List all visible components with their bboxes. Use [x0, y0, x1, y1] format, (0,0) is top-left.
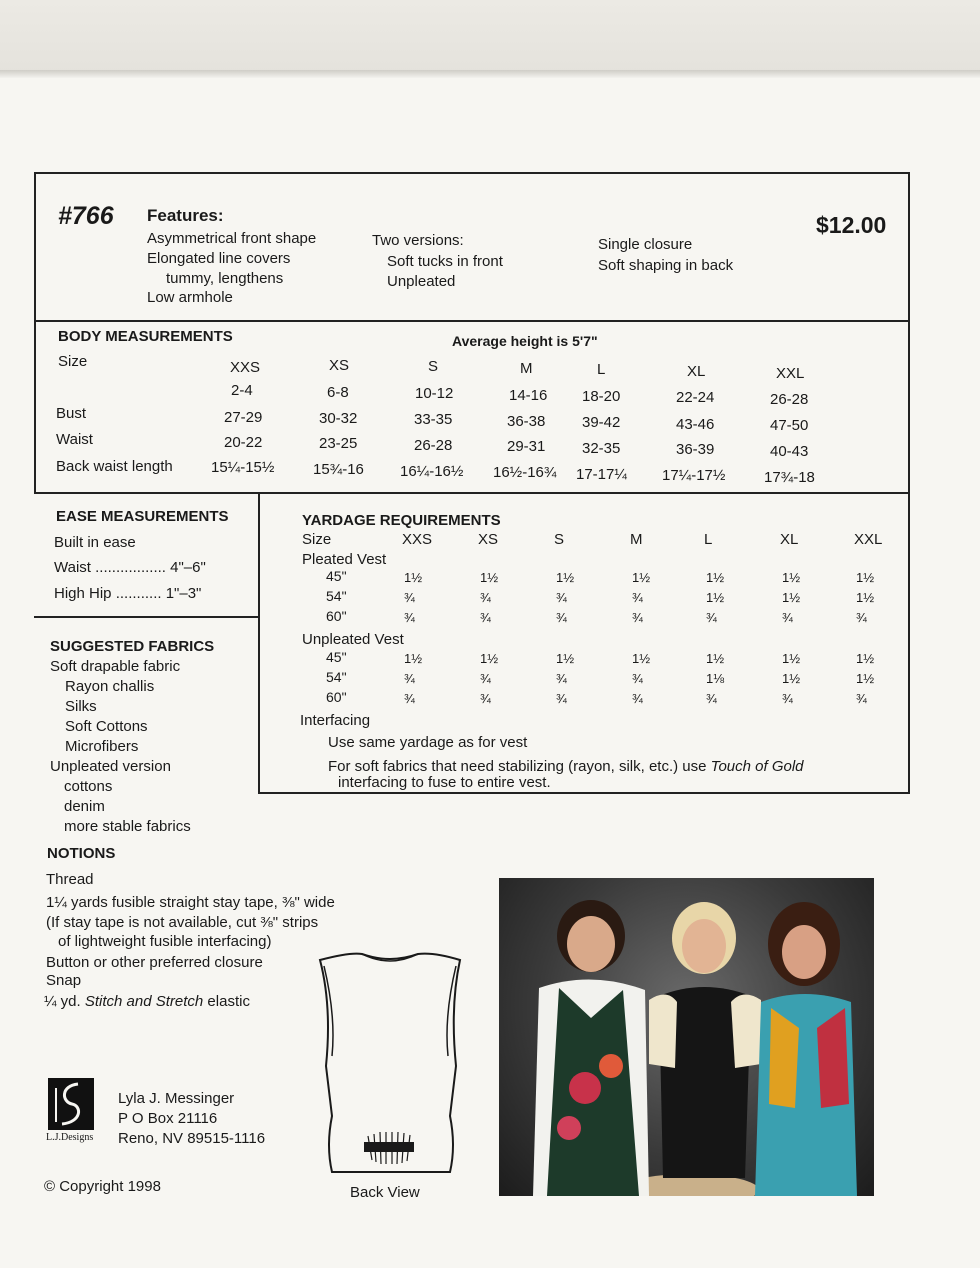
- notion-3: (If stay tape is not available, cut ⅜" strips: [46, 914, 319, 931]
- pleated-cell: 1½: [706, 590, 725, 605]
- fabric-8: denim: [64, 798, 105, 815]
- bust-l: 39-42: [582, 414, 621, 431]
- feature-closure: Single closure: [598, 236, 693, 253]
- yardage-size-label: Size: [302, 531, 332, 548]
- touch-of-gold: Touch of Gold: [710, 758, 804, 775]
- waist-xl: 36-39: [676, 441, 715, 458]
- rule-yardage-bottom: [258, 792, 910, 794]
- yardage-title: YARDAGE REQUIREMENTS: [302, 512, 501, 529]
- interfacing-line-2: [328, 758, 804, 775]
- ease-hip: High Hip ........... 1"–3": [54, 585, 202, 602]
- rule-left-header: [34, 172, 36, 320]
- ease-title: EASE MEASUREMENTS: [56, 508, 229, 525]
- feature-unpleated: Unpleated: [387, 273, 456, 290]
- size-s: S: [428, 358, 439, 375]
- pattern-number: #766: [58, 202, 114, 230]
- pleated-cell: 1½: [782, 570, 801, 585]
- waist-s: 26-28: [414, 437, 453, 454]
- row-label-back-waist: Back waist length: [56, 458, 173, 475]
- feature-2: Elongated line covers: [147, 250, 291, 267]
- notion-1: Thread: [46, 871, 94, 888]
- pleated-cell: 1½: [856, 570, 875, 585]
- rule-left-body: [34, 320, 36, 492]
- waist-l: 32-35: [582, 440, 621, 457]
- size-m: M: [520, 360, 533, 377]
- unpleated-cell: 1½: [782, 651, 801, 666]
- bust-xxs: 27-29: [224, 409, 263, 426]
- row-label-waist: Waist: [56, 431, 93, 448]
- stitch-and-stretch: Stitch and Stretch: [84, 993, 204, 1010]
- rule-yardage-left: [258, 492, 260, 794]
- rule-ease-bottom: [34, 616, 258, 618]
- fabrics-title: SUGGESTED FABRICS: [50, 638, 215, 655]
- unpleated-cell: ¾: [404, 671, 415, 686]
- pleated-width-2: 60": [326, 608, 347, 624]
- row-label-bust: Bust: [56, 405, 87, 422]
- interfacing-line-2-text: For soft fabrics that need stabilizing (rayon, silk, etc.) use: [328, 758, 711, 775]
- waist-xxs: 20-22: [224, 434, 263, 451]
- feature-shaping: Soft shaping in back: [598, 257, 734, 274]
- pleated-cell: 1½: [706, 570, 725, 585]
- back-xs: 15¾-16: [313, 461, 364, 478]
- feature-4: Low armhole: [147, 289, 233, 306]
- unpleated-cell: 1½: [856, 671, 875, 686]
- pleated-label: Pleated Vest: [302, 551, 387, 568]
- yardage-size-xs: XS: [478, 531, 499, 548]
- fabric-2: Rayon challis: [65, 678, 155, 695]
- back-m: 16½-16¾: [493, 464, 557, 481]
- unpleated-cell: ¾: [556, 691, 567, 706]
- interfacing-line-1: Use same yardage as for vest: [328, 734, 528, 751]
- unpleated-cell: ¾: [632, 691, 643, 706]
- unpleated-label: Unpleated Vest: [302, 631, 404, 648]
- unpleated-cell: ¾: [782, 691, 793, 706]
- back-xl: 17¼-17½: [662, 467, 726, 484]
- row-label-size: Size: [58, 353, 88, 370]
- unpleated-cell: ¾: [480, 691, 491, 706]
- notion-elastic-end: elastic: [203, 993, 250, 1010]
- notion-6: Snap: [46, 972, 82, 989]
- back-view-label: Back View: [350, 1184, 420, 1201]
- fabric-7: cottons: [64, 778, 113, 795]
- fabric-4: Soft Cottons: [65, 718, 148, 735]
- pleated-cell: 1½: [556, 570, 575, 585]
- number-s: 10-12: [415, 385, 454, 402]
- feature-tucks: Soft tucks in front: [387, 253, 503, 270]
- fabric-1: Soft drapable fabric: [50, 658, 181, 675]
- unpleated-cell: 1½: [856, 651, 875, 666]
- feature-1: Asymmetrical front shape: [147, 230, 317, 247]
- features-label: Features:: [147, 206, 224, 225]
- flap-shadow: [0, 70, 980, 78]
- yardage-size-s: S: [554, 531, 565, 548]
- size-xl: XL: [687, 363, 706, 380]
- notions-title: NOTIONS: [47, 845, 116, 862]
- waist-m: 29-31: [507, 438, 546, 455]
- notion-5: Button or other preferred closure: [46, 954, 263, 971]
- unpleated-width-1: 54": [326, 669, 347, 685]
- envelope-flap: [0, 0, 980, 75]
- height-note: Average height is 5'7": [452, 333, 598, 349]
- designer-city: Reno, NV 89515-1116: [118, 1130, 266, 1147]
- waist-xs: 23-25: [319, 435, 358, 452]
- yardage-size-xxl: XXL: [854, 531, 883, 548]
- bust-xxl: 47-50: [770, 417, 809, 434]
- rule-top: [34, 172, 910, 174]
- bust-m: 36-38: [507, 413, 546, 430]
- unpleated-cell: 1½: [706, 651, 725, 666]
- pleated-cell: ¾: [480, 610, 491, 625]
- ease-built: Built in ease: [54, 534, 136, 551]
- unpleated-cell: ¾: [856, 691, 867, 706]
- pleated-cell: ¾: [632, 590, 643, 605]
- pleated-cell: ¾: [782, 610, 793, 625]
- pleated-cell: 1½: [856, 590, 875, 605]
- pleated-cell: 1½: [782, 590, 801, 605]
- body-measurements-title: BODY MEASUREMENTS: [58, 328, 233, 345]
- pleated-cell: ¾: [556, 590, 567, 605]
- logo-caption: L.J.Designs: [46, 1132, 94, 1143]
- unpleated-cell: ¾: [404, 691, 415, 706]
- pleated-cell: 1½: [404, 570, 423, 585]
- pleated-cell: ¾: [632, 610, 643, 625]
- back-xxl: 17¾-18: [764, 469, 815, 486]
- unpleated-cell: ¾: [556, 671, 567, 686]
- rule-body-bottom: [34, 492, 910, 494]
- interfacing-label: Interfacing: [300, 712, 371, 729]
- rule-header-bottom: [34, 320, 910, 322]
- unpleated-cell: ¾: [480, 671, 491, 686]
- ease-waist: Waist ................. 4"–6": [54, 559, 206, 576]
- pleated-cell: 1½: [480, 570, 499, 585]
- back-s: 16¼-16½: [400, 463, 464, 480]
- models-photo: [499, 878, 874, 1196]
- unpleated-cell: 1½: [404, 651, 423, 666]
- unpleated-cell: 1½: [782, 671, 801, 686]
- back-l: 17-17¼: [576, 466, 627, 483]
- yardage-size-l: L: [704, 531, 713, 548]
- unpleated-width-2: 60": [326, 689, 347, 705]
- feature-versions: Two versions:: [372, 232, 464, 249]
- number-m: 14-16: [509, 387, 548, 404]
- fabric-3: Silks: [65, 698, 97, 715]
- unpleated-cell: 1⅛: [706, 671, 725, 686]
- bust-s: 33-35: [414, 411, 453, 428]
- unpleated-cell: 1½: [632, 651, 651, 666]
- rule-right: [908, 172, 910, 792]
- fabric-9: more stable fabrics: [64, 818, 191, 835]
- pleated-cell: ¾: [404, 610, 415, 625]
- unpleated-width-0: 45": [326, 649, 347, 665]
- number-xxs: 2-4: [231, 382, 253, 399]
- notion-2: 1¼ yards fusible straight stay tape, ⅜" wide: [46, 894, 335, 911]
- yardage-size-xxs: XXS: [402, 531, 433, 548]
- notion-elastic-qty: ¼ yd.: [44, 993, 85, 1010]
- fabric-5: Microfibers: [65, 738, 139, 755]
- notion-4: of lightweight fusible interfacing): [58, 933, 272, 950]
- pleated-width-0: 45": [326, 568, 347, 584]
- interfacing-line-3: interfacing to fuse to entire vest.: [338, 774, 551, 791]
- designer-name: Lyla J. Messinger: [118, 1090, 235, 1107]
- notion-elastic: [44, 993, 250, 1010]
- price: $12.00: [816, 212, 887, 238]
- number-xl: 22-24: [676, 389, 715, 406]
- yardage-size-m: M: [630, 531, 643, 548]
- number-l: 18-20: [582, 388, 621, 405]
- fabric-6: Unpleated version: [50, 758, 171, 775]
- unpleated-cell: ¾: [706, 691, 717, 706]
- size-xxl: XXL: [776, 365, 805, 382]
- number-xs: 6-8: [327, 384, 349, 401]
- size-l: L: [597, 361, 606, 378]
- copyright: © Copyright 1998: [44, 1178, 161, 1195]
- pleated-width-1: 54": [326, 588, 347, 604]
- pleated-cell: ¾: [480, 590, 491, 605]
- size-xxs: XXS: [230, 359, 261, 376]
- waist-xxl: 40-43: [770, 443, 809, 460]
- back-view-drawing: [310, 946, 470, 1178]
- bust-xs: 30-32: [319, 410, 358, 427]
- lj-designs-logo: [48, 1078, 94, 1130]
- yardage-size-xl: XL: [780, 531, 799, 548]
- designer-box: P O Box 21116: [118, 1110, 218, 1127]
- pleated-cell: ¾: [404, 590, 415, 605]
- pleated-cell: 1½: [632, 570, 651, 585]
- feature-3: tummy, lengthens: [166, 270, 284, 287]
- bust-xl: 43-46: [676, 416, 715, 433]
- size-xs: XS: [329, 357, 350, 374]
- unpleated-cell: 1½: [480, 651, 499, 666]
- pleated-cell: ¾: [856, 610, 867, 625]
- pleated-cell: ¾: [706, 610, 717, 625]
- unpleated-cell: ¾: [632, 671, 643, 686]
- number-xxl: 26-28: [770, 391, 809, 408]
- pleated-cell: ¾: [556, 610, 567, 625]
- back-xxs: 15¼-15½: [211, 459, 275, 476]
- unpleated-cell: 1½: [556, 651, 575, 666]
